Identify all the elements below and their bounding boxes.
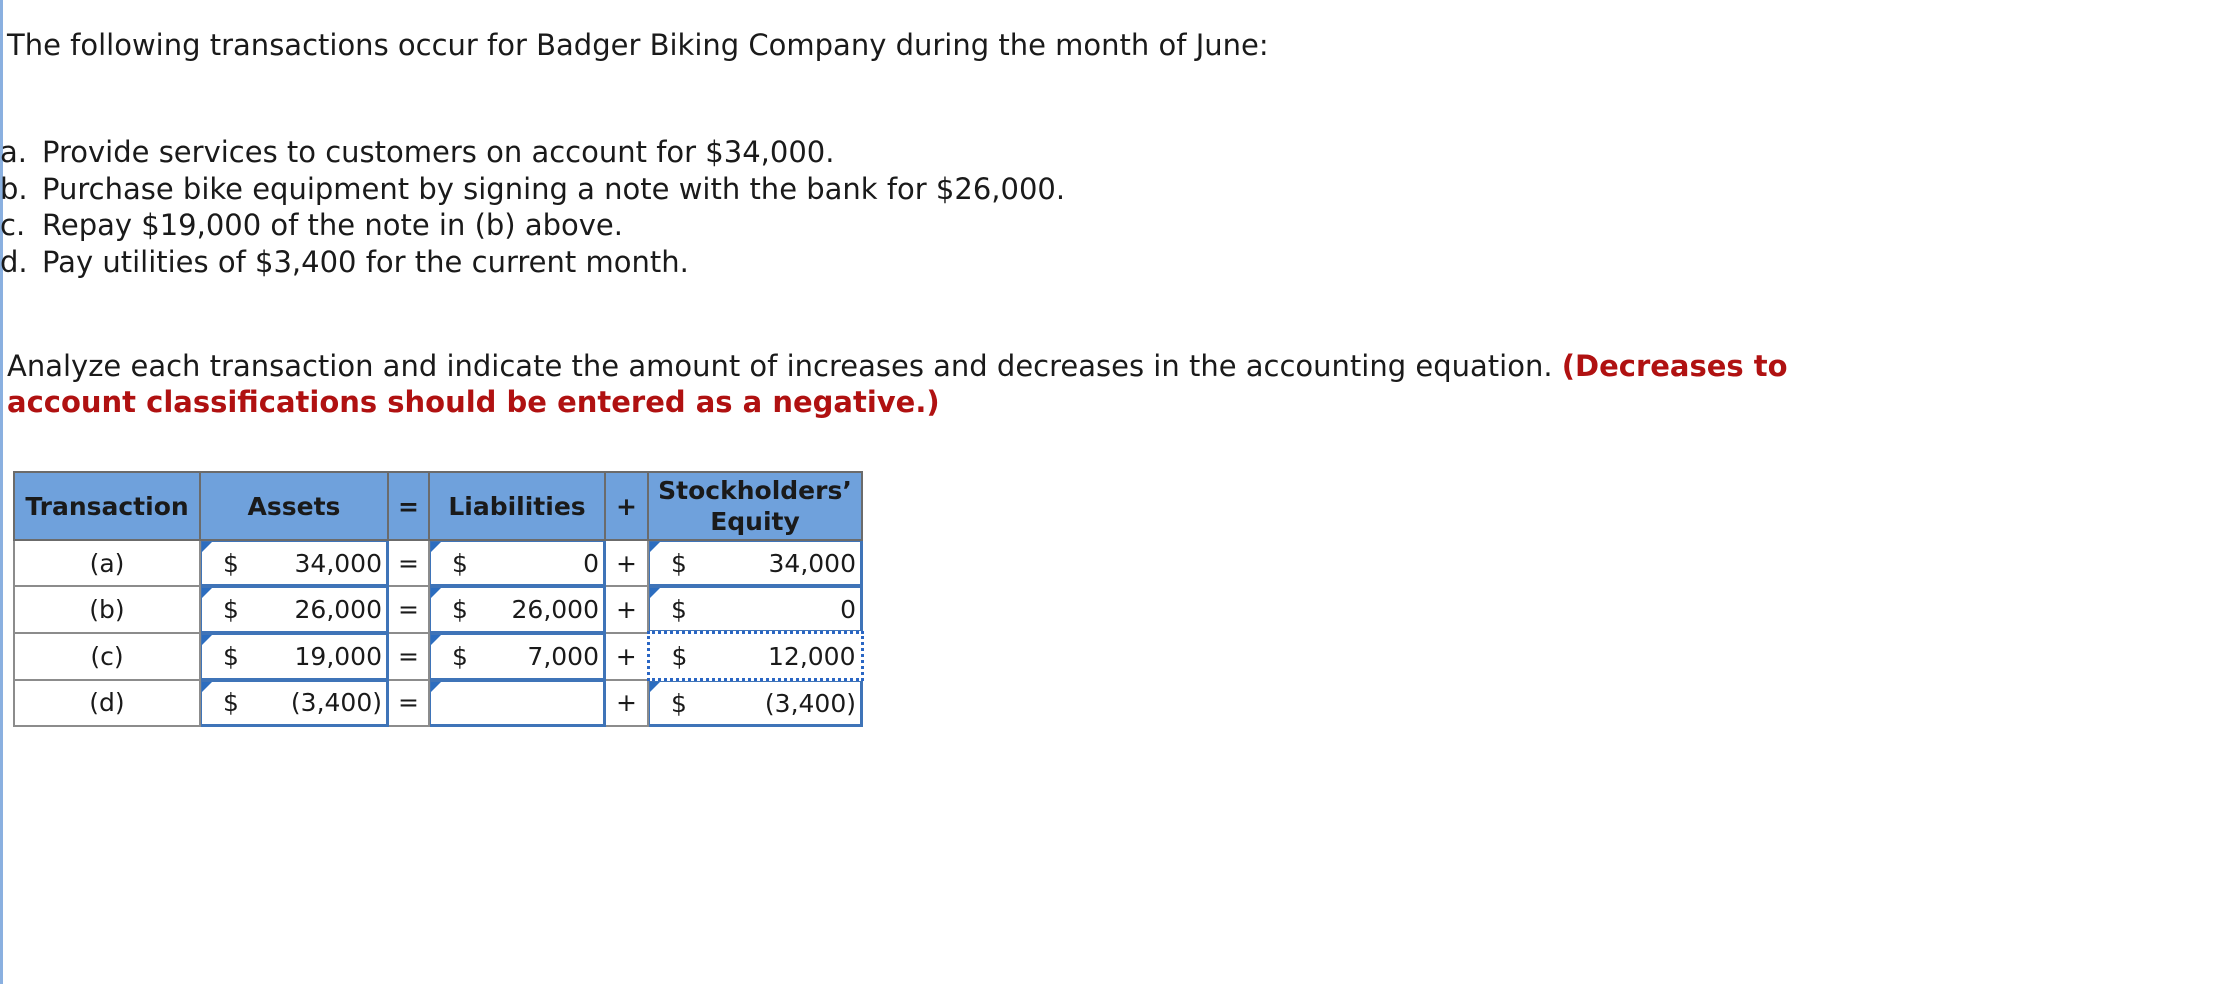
transaction-item: [0, 207, 1065, 244]
liabilities-input[interactable]: [429, 586, 605, 633]
transaction-item: [0, 171, 1065, 208]
transaction-text: Provide services to customers on account for $34,000.: [42, 135, 835, 169]
transaction-letter: b.: [0, 171, 28, 206]
currency-sign: $: [671, 594, 687, 624]
equity-value: 0: [840, 594, 856, 624]
header-transaction: Transaction: [14, 472, 200, 540]
input-flag-icon: [650, 542, 660, 552]
assets-input[interactable]: [200, 633, 388, 680]
transaction-letter: c.: [0, 208, 26, 242]
currency-sign: $: [671, 641, 688, 671]
equity-input-focused[interactable]: [648, 633, 862, 680]
plus-sign: +: [605, 680, 648, 727]
equity-value: (3,400): [764, 688, 856, 718]
currency-sign: $: [452, 594, 468, 624]
transaction-item: [0, 244, 1065, 281]
input-flag-icon: [431, 635, 441, 645]
input-flag-icon: [202, 542, 212, 552]
equity-input[interactable]: [648, 680, 862, 727]
input-flag-icon: [202, 588, 212, 598]
equity-value: 12,000: [768, 641, 856, 671]
liabilities-input[interactable]: [429, 633, 605, 680]
equity-input[interactable]: [648, 540, 862, 586]
table-row: [14, 540, 862, 586]
equity-input[interactable]: [648, 586, 862, 633]
input-flag-icon: [650, 588, 660, 598]
input-flag-icon: [431, 588, 441, 598]
instructions-text: Analyze each transaction and indicate the amount of increases and decreases in the accounting equation.: [7, 349, 1553, 383]
intro-text: The following transactions occur for Badger Biking Company during the month of June:: [7, 28, 1269, 62]
header-plus: +: [605, 472, 648, 540]
assets-value: 34,000: [294, 548, 382, 578]
transaction-list: [0, 134, 1065, 280]
assets-value: (3,400): [290, 688, 382, 718]
equals-sign: =: [388, 633, 429, 680]
input-flag-icon: [202, 635, 212, 645]
currency-sign: $: [452, 548, 468, 578]
plus-sign: +: [605, 540, 648, 586]
liabilities-input[interactable]: [429, 540, 605, 586]
header-assets: Assets: [200, 472, 388, 540]
header-liabilities: Liabilities: [429, 472, 605, 540]
transaction-letter: d.: [0, 244, 28, 279]
equals-sign: =: [388, 586, 429, 633]
currency-sign: $: [223, 548, 239, 578]
currency-sign: $: [671, 548, 687, 578]
plus-sign: +: [605, 633, 648, 680]
header-row: [14, 472, 862, 540]
currency-sign: $: [671, 688, 687, 718]
header-stockholders-equity: [648, 472, 862, 540]
negative-entry-warning: (Decreases to account classifications should be entered as a negative.): [7, 349, 1788, 419]
currency-sign: $: [223, 641, 239, 671]
liabilities-value: 7,000: [527, 641, 599, 671]
row-label: (d): [14, 680, 200, 727]
liabilities-value: 0: [583, 548, 599, 578]
assets-value: 26,000: [294, 594, 382, 624]
transaction-item: [0, 134, 1065, 171]
table-row: [14, 586, 862, 633]
assets-input[interactable]: [200, 540, 388, 586]
table-row: [14, 680, 862, 727]
assets-value: 19,000: [294, 641, 382, 671]
equals-sign: =: [388, 540, 429, 586]
transaction-text: Repay $19,000 of the note in (b) above.: [42, 208, 623, 242]
row-label: (a): [14, 540, 200, 586]
row-label: (c): [14, 633, 200, 680]
header-equals: =: [388, 472, 429, 540]
currency-sign: $: [452, 641, 468, 671]
row-label: (b): [14, 586, 200, 633]
input-flag-icon: [202, 682, 212, 692]
accounting-equation-table: [13, 471, 864, 727]
header-equity-line2: Equity: [710, 507, 800, 536]
transaction-text: Pay utilities of $3,400 for the current month.: [42, 244, 689, 279]
instructions: [7, 348, 1887, 420]
plus-sign: +: [605, 586, 648, 633]
liabilities-value: 26,000: [511, 594, 599, 624]
assets-input[interactable]: [200, 680, 388, 727]
transaction-letter: a.: [0, 135, 27, 169]
transaction-text: Purchase bike equipment by signing a note with the bank for $26,000.: [42, 171, 1066, 206]
table-row: [14, 633, 862, 680]
equals-sign: =: [388, 680, 429, 727]
input-flag-icon: [431, 682, 441, 692]
assets-input[interactable]: [200, 586, 388, 633]
equity-value: 34,000: [768, 548, 856, 578]
currency-sign: $: [223, 688, 239, 718]
liabilities-input-empty[interactable]: [429, 680, 605, 727]
input-flag-icon: [650, 682, 660, 692]
input-flag-icon: [431, 542, 441, 552]
currency-sign: $: [223, 594, 239, 624]
header-equity-line1: Stockholders’: [658, 476, 852, 505]
